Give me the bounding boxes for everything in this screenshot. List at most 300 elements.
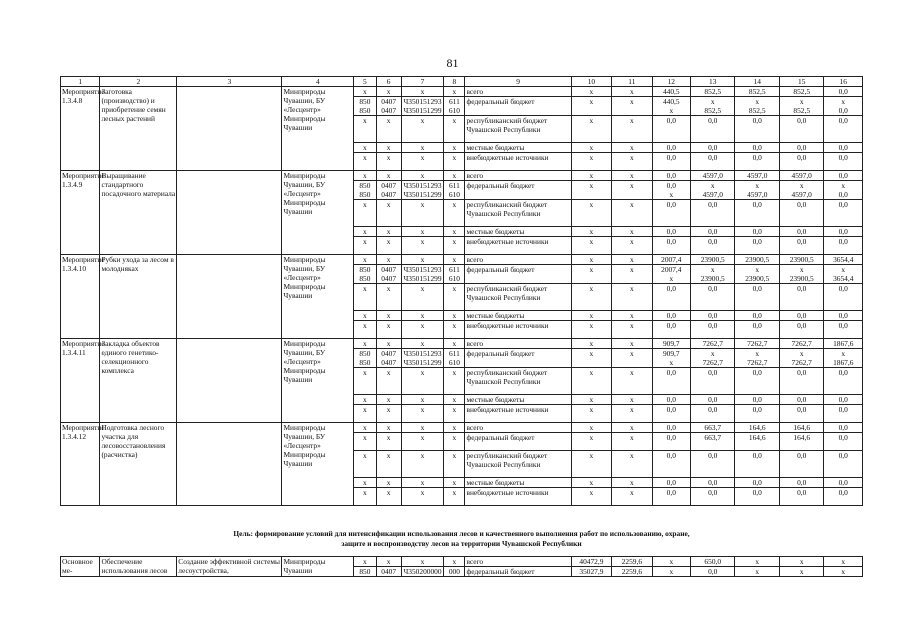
measure-code: Основное ме- [61,557,100,577]
header-cell: 16 [824,77,863,87]
table-row [61,255,863,265]
header-cell: 4 [282,77,354,87]
source-cell: внебюджетные источники [465,237,571,255]
source-cell: федеральный бюджет [465,181,571,200]
value-cell-c15: x [779,567,823,577]
source-cell: всего [465,557,571,567]
code-cell-c6: x [376,200,401,227]
value-cell-c16: 0,0 [824,116,863,143]
value-cell-c13: 852,5 [691,87,735,97]
value-cell-c15: 23900,5 [779,255,823,265]
value-cell-c12: 2007,4 x [652,265,690,284]
value-cell-c13: 663,7 [691,423,735,433]
code-cell-c6: x [376,116,401,143]
code-cell-c8: x [444,200,465,227]
measure-name: Обеспечение использования лесов [100,557,177,577]
value-cell-c13: 0,0 [691,227,735,237]
value-cell-c10: x [571,405,611,423]
code-cell-c5: 850 850 [354,265,376,284]
code-cell-c6: x [376,87,401,97]
value-cell-c11: 2259,6 [612,567,652,577]
goal-heading [60,529,863,549]
value-cell-c10: x [571,339,611,349]
value-cell-c16: 0,0 [824,423,863,433]
value-cell-c11: x [612,423,652,433]
code-cell-c5: x [354,395,376,405]
source-cell: местные бюджеты [465,143,571,153]
code-cell-c7: x [401,237,443,255]
source-cell: федеральный бюджет [465,433,571,451]
code-cell-c5: x [354,451,376,478]
code-cell-c7: x [401,478,443,488]
measure-name: Рубки ухода за лесом в молодняках [100,255,177,339]
code-cell-c7: x [401,143,443,153]
value-cell-c13: 663,7 [691,433,735,451]
value-cell-c11: x [612,433,652,451]
code-cell-c6: x [376,478,401,488]
code-cell-c5: x [354,227,376,237]
code-cell-c7: x [401,451,443,478]
value-cell-c13: 0,0 [691,200,735,227]
source-cell: местные бюджеты [465,311,571,321]
code-cell-c7: Ч350151293 Ч350151299 [401,181,443,200]
value-cell-c10: x [571,87,611,97]
value-cell-c11: x [612,405,652,423]
value-cell-c14: 0,0 [735,488,779,506]
value-cell-c10: x [571,451,611,478]
source-cell: всего [465,87,571,97]
code-cell-c8: x [444,171,465,181]
value-cell-c10: x [571,116,611,143]
value-cell-c13: x 7262,7 [691,349,735,368]
source-cell: всего [465,423,571,433]
source-cell: республиканский бюджет Чувашской Республики [465,200,571,227]
measure-name: Закладка объектов единого генетико-селекционного комплекса [100,339,177,423]
source-cell: внебюджетные источники [465,488,571,506]
header-cell: 10 [571,77,611,87]
code-cell-c7: x [401,171,443,181]
value-cell-c16: 0,0 [824,311,863,321]
code-cell-c7: x [401,284,443,311]
source-cell: федеральный бюджет [465,265,571,284]
measure-name: Подготовка лесного участка для лесовосстановления (расчистка) [100,423,177,506]
code-cell-c5: x [354,311,376,321]
code-cell-c7: Ч350151293 Ч350151299 [401,265,443,284]
code-cell-c6: 0407 0407 [376,181,401,200]
page-number: 81 [446,56,459,70]
value-cell-c14: 0,0 [735,200,779,227]
code-cell-c5: x [354,405,376,423]
value-cell-c16: 0,0 [824,237,863,255]
value-cell-c12: 0,0 [652,143,690,153]
value-cell-c10: x [571,349,611,368]
code-cell-c6: x [376,405,401,423]
code-cell-c5: x [354,478,376,488]
header-cell: 5 [354,77,376,87]
header-cell: 8 [444,77,465,87]
source-cell: федеральный бюджет [465,349,571,368]
measure-executor: Минприроды Чувашии, БУ «Лесцентр» Минприроды Чувашии [282,339,354,423]
value-cell-c14: 0,0 [735,116,779,143]
measure-task [177,87,282,171]
code-cell-c8: 611 610 [444,349,465,368]
code-cell-c8: x [444,311,465,321]
measure-name: Заготовка (производство) и приобретение семян лесных растений [100,87,177,171]
value-cell-c11: x [612,87,652,97]
source-cell: всего [465,171,571,181]
code-cell-c6: x [376,433,401,451]
value-cell-c10: x [571,284,611,311]
value-cell-c16: 0,0 [824,87,863,97]
measure-executor: Минприроды Чувашии, БУ «Лесцентр» Минприроды Чувашии [282,171,354,255]
code-cell-c6: x [376,153,401,171]
value-cell-c13: x 4597,0 [691,181,735,200]
value-cell-c13: 0,0 [691,321,735,339]
code-cell-c5: x [354,368,376,395]
value-cell-c16: 0,0 [824,153,863,171]
value-cell-c13: 0,0 [691,153,735,171]
value-cell-c14: 0,0 [735,227,779,237]
value-cell-c16: 0,0 [824,321,863,339]
value-cell-c15: 0,0 [779,116,823,143]
value-cell-c11: x [612,143,652,153]
code-cell-c7: Ч350151293 Ч350151299 [401,349,443,368]
code-cell-c8: 000 [444,567,465,577]
code-cell-c5: x [354,237,376,255]
header-cell: 15 [779,77,823,87]
code-cell-c6: x [376,255,401,265]
value-cell-c16: 1867,6 [824,339,863,349]
value-cell-c16: x 0,0 [824,97,863,116]
value-cell-c11: x [612,97,652,116]
code-cell-c5: x [354,488,376,506]
code-cell-c7: x [401,227,443,237]
code-cell-c7: x [401,368,443,395]
measure-task [177,339,282,423]
value-cell-c12: x [652,567,690,577]
value-cell-c16: 0,0 [824,171,863,181]
value-cell-c14: x [735,557,779,567]
code-cell-c8: x [444,451,465,478]
code-cell-c8: x [444,339,465,349]
value-cell-c10: x [571,321,611,339]
header-cell: 2 [100,77,177,87]
value-cell-c10: x [571,255,611,265]
value-cell-c16: x [824,557,863,567]
value-cell-c13: 0,0 [691,488,735,506]
code-cell-c5: x [354,116,376,143]
measure-task [177,423,282,506]
code-cell-c6: 0407 0407 [376,349,401,368]
measure-executor: Минприроды Чувашии, БУ «Лесцентр» Минприроды Чувашии [282,255,354,339]
code-cell-c8: x [444,557,465,567]
table-row [61,171,863,181]
goal-line-1: Цель: формирование условий для интенсификации использования лесов и качественного выполнения работ по использованию, охране, [233,529,690,538]
value-cell-c13: 0,0 [691,237,735,255]
value-cell-c12: 0,0 [652,153,690,171]
value-cell-c14: 0,0 [735,368,779,395]
value-cell-c10: x [571,423,611,433]
header-cell: 7 [401,77,443,87]
source-cell: федеральный бюджет [465,97,571,116]
code-cell-c8: 611 610 [444,265,465,284]
value-cell-c15: 0,0 [779,405,823,423]
value-cell-c13: 0,0 [691,478,735,488]
code-cell-c6: 0407 0407 [376,265,401,284]
value-cell-c15: x 23900,5 [779,265,823,284]
value-cell-c16: 0,0 [824,488,863,506]
code-cell-c6: x [376,557,401,567]
code-cell-c7: x [401,311,443,321]
value-cell-c15: x [779,557,823,567]
measure-executor: Минприроды Чувашии, БУ «Лесцентр» Минприроды Чувашии [282,87,354,171]
value-cell-c15: x 7262,7 [779,349,823,368]
value-cell-c11: x [612,255,652,265]
value-cell-c12: 0,0 [652,171,690,181]
value-cell-c15: 164,6 [779,433,823,451]
value-cell-c12: 0,0 [652,321,690,339]
code-cell-c6: x [376,237,401,255]
value-cell-c15: 4597,0 [779,171,823,181]
header-cell: 3 [177,77,282,87]
code-cell-c5: x [354,200,376,227]
value-cell-c12: 440,5 [652,87,690,97]
measure-task: Создание эффективной системы лесоустройства, [178,557,281,575]
value-cell-c10: x [571,488,611,506]
value-cell-c12: 909,7 x [652,349,690,368]
code-cell-c8: x [444,116,465,143]
code-cell-c7: x [401,339,443,349]
code-cell-c5: x [354,171,376,181]
source-cell: внебюджетные источники [465,321,571,339]
value-cell-c13: x 852,5 [691,97,735,116]
value-cell-c13: 0,0 [691,143,735,153]
header-cell: 13 [691,77,735,87]
source-cell: местные бюджеты [465,227,571,237]
value-cell-c16: 0,0 [824,395,863,405]
value-cell-c11: x [612,321,652,339]
value-cell-c15: 7262,7 [779,339,823,349]
code-cell-c7: x [401,321,443,339]
header-cell: 6 [376,77,401,87]
value-cell-c11: x [612,368,652,395]
value-cell-c13: 0,0 [691,368,735,395]
value-cell-c11: x [612,339,652,349]
value-cell-c11: x [612,451,652,478]
value-cell-c12: 0,0 [652,423,690,433]
code-cell-c8: x [444,87,465,97]
value-cell-c14: 0,0 [735,284,779,311]
value-cell-c11: x [612,153,652,171]
header-cell: 9 [465,77,571,87]
source-cell: республиканский бюджет Чувашской Республики [465,451,571,478]
code-cell-c5: x [354,557,376,567]
value-cell-c16: x 3654,4 [824,265,863,284]
value-cell-c15: 852,5 [779,87,823,97]
value-cell-c13: 650,0 [691,557,735,567]
value-cell-c12: 440,5 x [652,97,690,116]
value-cell-c16: 3654,4 [824,255,863,265]
value-cell-c12: 0,0 [652,227,690,237]
value-cell-c10: 40472,9 [571,557,611,567]
value-cell-c10: x [571,143,611,153]
code-cell-c6: x [376,171,401,181]
value-cell-c14: 0,0 [735,395,779,405]
value-cell-c11: x [612,395,652,405]
value-cell-c10: x [571,200,611,227]
value-cell-c15: 0,0 [779,284,823,311]
code-cell-c8: x [444,321,465,339]
value-cell-c16: 0,0 [824,451,863,478]
source-cell: всего [465,255,571,265]
value-cell-c16: 0,0 [824,368,863,395]
value-cell-c14: 0,0 [735,143,779,153]
code-cell-c8: x [444,405,465,423]
budget-table [60,76,863,506]
value-cell-c12: 0,0 [652,237,690,255]
value-cell-c14: 4597,0 [735,171,779,181]
measure-code: Мероприятие 1.3.4.9 [61,171,100,255]
value-cell-c16: x 1867,6 [824,349,863,368]
value-cell-c11: x [612,200,652,227]
value-cell-c12: 0,0 [652,433,690,451]
value-cell-c15: 0,0 [779,200,823,227]
value-cell-c13: 0,0 [691,284,735,311]
code-cell-c8: 611 610 [444,97,465,116]
value-cell-c10: x [571,265,611,284]
code-cell-c8: x [444,423,465,433]
value-cell-c15: 0,0 [779,368,823,395]
value-cell-c10: x [571,153,611,171]
measure-code: Мероприятие 1.3.4.10 [61,255,100,339]
value-cell-c11: x [612,181,652,200]
value-cell-c16: 0,0 [824,143,863,153]
value-cell-c13: 4597,0 [691,171,735,181]
code-cell-c7: x [401,255,443,265]
code-cell-c6: x [376,395,401,405]
value-cell-c10: x [571,395,611,405]
code-cell-c6: x [376,368,401,395]
code-cell-c8: x [444,478,465,488]
value-cell-c11: x [612,311,652,321]
code-cell-c5: 850 [354,567,376,577]
code-cell-c8: x [444,237,465,255]
code-cell-c6: x [376,451,401,478]
code-cell-c8: x [444,143,465,153]
bottom-table [60,556,863,577]
value-cell-c14: 164,6 [735,423,779,433]
value-cell-c13: 0,0 [691,395,735,405]
code-cell-c5: x [354,87,376,97]
value-cell-c12: 2007,4 [652,255,690,265]
table-row [61,87,863,97]
value-cell-c14: x 23900,5 [735,265,779,284]
value-cell-c15: x 4597,0 [779,181,823,200]
code-cell-c5: 850 850 [354,349,376,368]
value-cell-c10: x [571,368,611,395]
value-cell-c16: 0,0 [824,433,863,451]
value-cell-c16: 0,0 [824,200,863,227]
value-cell-c14: 164,6 [735,433,779,451]
header-cell: 11 [612,77,652,87]
source-cell: местные бюджеты [465,478,571,488]
value-cell-c10: 35027,9 [571,567,611,577]
source-cell: всего [465,339,571,349]
value-cell-c16: 0,0 [824,478,863,488]
value-cell-c11: x [612,284,652,311]
value-cell-c15: 0,0 [779,143,823,153]
code-cell-c5: x [354,143,376,153]
value-cell-c14: 0,0 [735,478,779,488]
code-cell-c8: x [444,255,465,265]
value-cell-c10: x [571,171,611,181]
value-cell-c11: 2259,6 [612,557,652,567]
code-cell-c7: x [401,153,443,171]
code-cell-c7: x [401,488,443,506]
goal-line-2: защите и воспроизводству лесов на территории Чувашской Республики [341,539,582,548]
value-cell-c16: 0,0 [824,405,863,423]
value-cell-c14: x 4597,0 [735,181,779,200]
table-row [61,339,863,349]
measure-name: Выращивание стандартного посадочного материала [100,171,177,255]
code-cell-c7: x [401,433,443,451]
value-cell-c13: x 23900,5 [691,265,735,284]
value-cell-c13: 0,0 [691,116,735,143]
source-cell: республиканский бюджет Чувашской Республики [465,284,571,311]
code-cell-c7: Ч350200000 [401,567,443,577]
value-cell-c15: 164,6 [779,423,823,433]
code-cell-c7: x [401,87,443,97]
code-cell-c5: x [354,423,376,433]
code-cell-c6: x [376,321,401,339]
value-cell-c12: 0,0 [652,488,690,506]
measure-task [177,171,282,255]
value-cell-c13: 23900,5 [691,255,735,265]
value-cell-c15: 0,0 [779,478,823,488]
source-cell: местные бюджеты [465,395,571,405]
value-cell-c13: 0,0 [691,451,735,478]
code-cell-c8: x [444,284,465,311]
value-cell-c14: x 852,5 [735,97,779,116]
code-cell-c8: x [444,153,465,171]
value-cell-c15: 0,0 [779,321,823,339]
value-cell-c15: 0,0 [779,237,823,255]
code-cell-c7: x [401,395,443,405]
table-row [61,557,863,567]
source-cell: федеральный бюджет [465,567,571,577]
code-cell-c7: Ч350151293 Ч350151299 [401,97,443,116]
value-cell-c12: 0,0 [652,200,690,227]
code-cell-c8: x [444,433,465,451]
header-cell: 14 [735,77,779,87]
code-cell-c5: x [354,321,376,339]
measure-code: Мероприятие 1.3.4.11 [61,339,100,423]
source-cell: республиканский бюджет Чувашской Республики [465,116,571,143]
value-cell-c12: x [652,557,690,567]
value-cell-c10: x [571,311,611,321]
code-cell-c6: x [376,284,401,311]
value-cell-c14: 23900,5 [735,255,779,265]
value-cell-c10: x [571,97,611,116]
measure-code: Мероприятие 1.3.4.12 [61,423,100,506]
value-cell-c14: 0,0 [735,237,779,255]
source-cell: внебюджетные источники [465,153,571,171]
value-cell-c12: 0,0 [652,368,690,395]
value-cell-c12: 0,0 [652,395,690,405]
code-cell-c8: x [444,368,465,395]
code-cell-c8: x [444,227,465,237]
value-cell-c15: 0,0 [779,395,823,405]
